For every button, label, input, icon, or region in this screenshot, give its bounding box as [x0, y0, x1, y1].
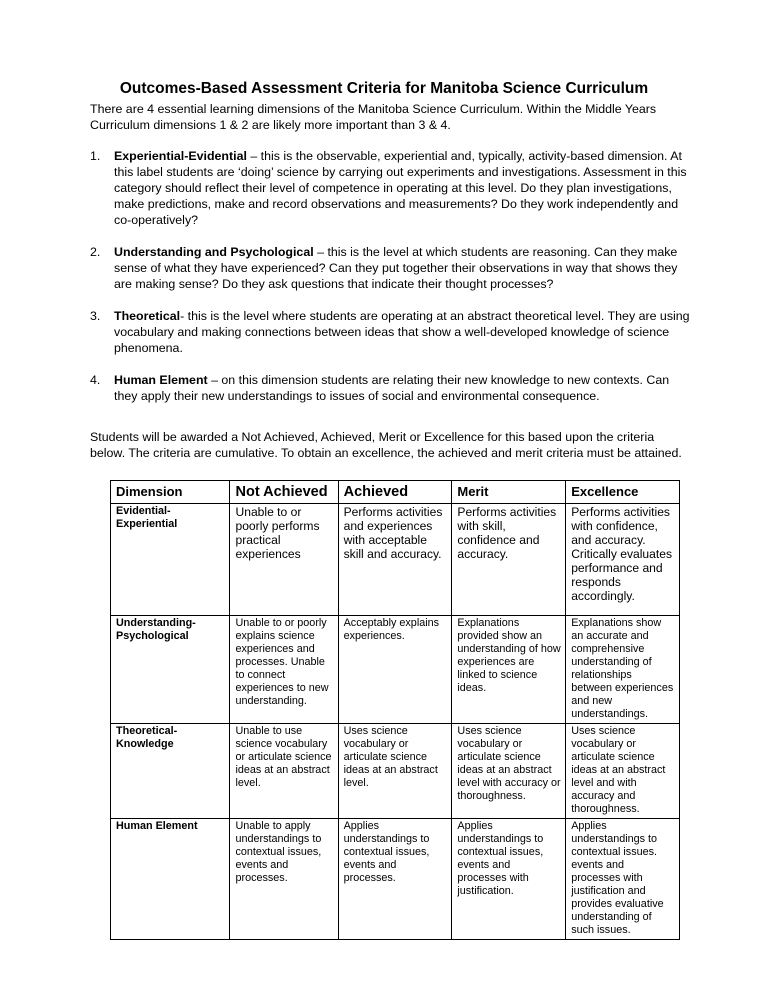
table-cell: Uses science vocabulary or articulate science ideas at an abstract level and with accuracy and thoroughness.: [566, 724, 680, 819]
dimensions-list: [90, 148, 690, 404]
table-cell: Acceptably explains experiences.: [338, 616, 452, 724]
dimension-cell: Evidential-Experiential: [111, 504, 230, 616]
table-cell: Unable to use science vocabulary or articulate science ideas at an abstract level.: [230, 724, 338, 819]
document-title: Outcomes-Based Assessment Criteria for Manitoba Science Curriculum: [119, 80, 649, 97]
header-cell: Merit: [452, 481, 566, 504]
item-term: Experiential-Evidential: [114, 149, 247, 163]
criteria-table: [110, 480, 680, 940]
table-row: [111, 819, 680, 940]
header-cell: Not Achieved: [230, 481, 338, 504]
table-cell: Applies understandings to contextual issues. events and processes with justification and provides evaluative understanding of such issues.: [566, 819, 680, 940]
header-cell: Excellence: [566, 481, 680, 504]
table-cell: Unable to or poorly performs practical experiences: [230, 504, 338, 616]
dimension-cell: Human Element: [111, 819, 230, 940]
item-term: Human Element: [114, 373, 208, 387]
table-row: [111, 616, 680, 724]
item-term: Understanding and Psychological: [114, 245, 314, 259]
dimension-cell: Theoretical-Knowledge: [111, 724, 230, 819]
header-cell: Dimension: [111, 481, 230, 504]
table-cell: Explanations show an accurate and comprehensive understanding of relationships between experiences and new understandings.: [566, 616, 680, 724]
table-cell: Performs activities with confidence, and accuracy. Critically evaluates performance and responds accordingly.: [566, 504, 680, 616]
table-header-row: [111, 481, 680, 504]
list-item: 1. Experiential-Evidential – this is the observable, experiential and, typically, activity-based dimension. At this label students are ‘doing’ science by carrying out experiments and investigations. Assessment in this category should reflect their level of competence in operating at this level. Do they plan investigations, make predictions, make and record observations and measurements? Do they work independently and co-operatively?: [90, 149, 687, 227]
table-cell: Performs activities and experiences with acceptable skill and accuracy.: [338, 504, 452, 616]
list-item: 2. Understanding and Psychological – this is the level at which students are reasoning. Can they make sense of what they have experienced? Can they put together their observations in way that shows they are making sense? Do they ask questions that indicate their thought processes?: [90, 245, 678, 291]
item-term: Theoretical: [114, 309, 181, 323]
table-cell: Unable to apply understandings to contextual issues, events and processes.: [230, 819, 338, 940]
header-cell: Achieved: [338, 481, 452, 504]
table-cell: Explanations provided show an understanding of how experiences are linked to science ideas.: [452, 616, 566, 724]
table-cell: Unable to or poorly explains science experiences and processes. Unable to connect experiences to new understanding.: [230, 616, 338, 724]
list-item: 3. Theoretical- this is the level where students are operating at an abstract theoretical level. They are using vocabulary and making connections between ideas that show a well-developed knowledge of science phenomena.: [90, 309, 690, 355]
table-cell: Applies understandings to contextual issues, events and processes with justification.: [452, 819, 566, 940]
table-row: [111, 504, 680, 616]
table-cell: Applies understandings to contextual issues, events and processes.: [338, 819, 452, 940]
intro-paragraph: There are 4 essential learning dimensions of the Manitoba Science Curriculum. Within the Middle Years Curriculum dimensions 1 & 2 are likely more important than 3 & 4.: [90, 102, 657, 132]
table-cell: Performs activities with skill, confidence and accuracy.: [452, 504, 566, 616]
dimension-cell: Understanding-Psychological: [111, 616, 230, 724]
table-row: [111, 724, 680, 819]
table-cell: Uses science vocabulary or articulate science ideas at an abstract level with accuracy or thoroughness.: [452, 724, 566, 819]
table-cell: Uses science vocabulary or articulate science ideas at an abstract level.: [338, 724, 452, 819]
list-item: 4. Human Element – on this dimension students are relating their new knowledge to new contexts. Can they apply their new understandings to issues of social and environmental consequence.: [90, 373, 670, 403]
criteria-paragraph: Students will be awarded a Not Achieved, Achieved, Merit or Excellence for this based upon the criteria below. The criteria are cumulative. To obtain an excellence, the achieved and merit criteria must be attained.: [90, 430, 682, 460]
